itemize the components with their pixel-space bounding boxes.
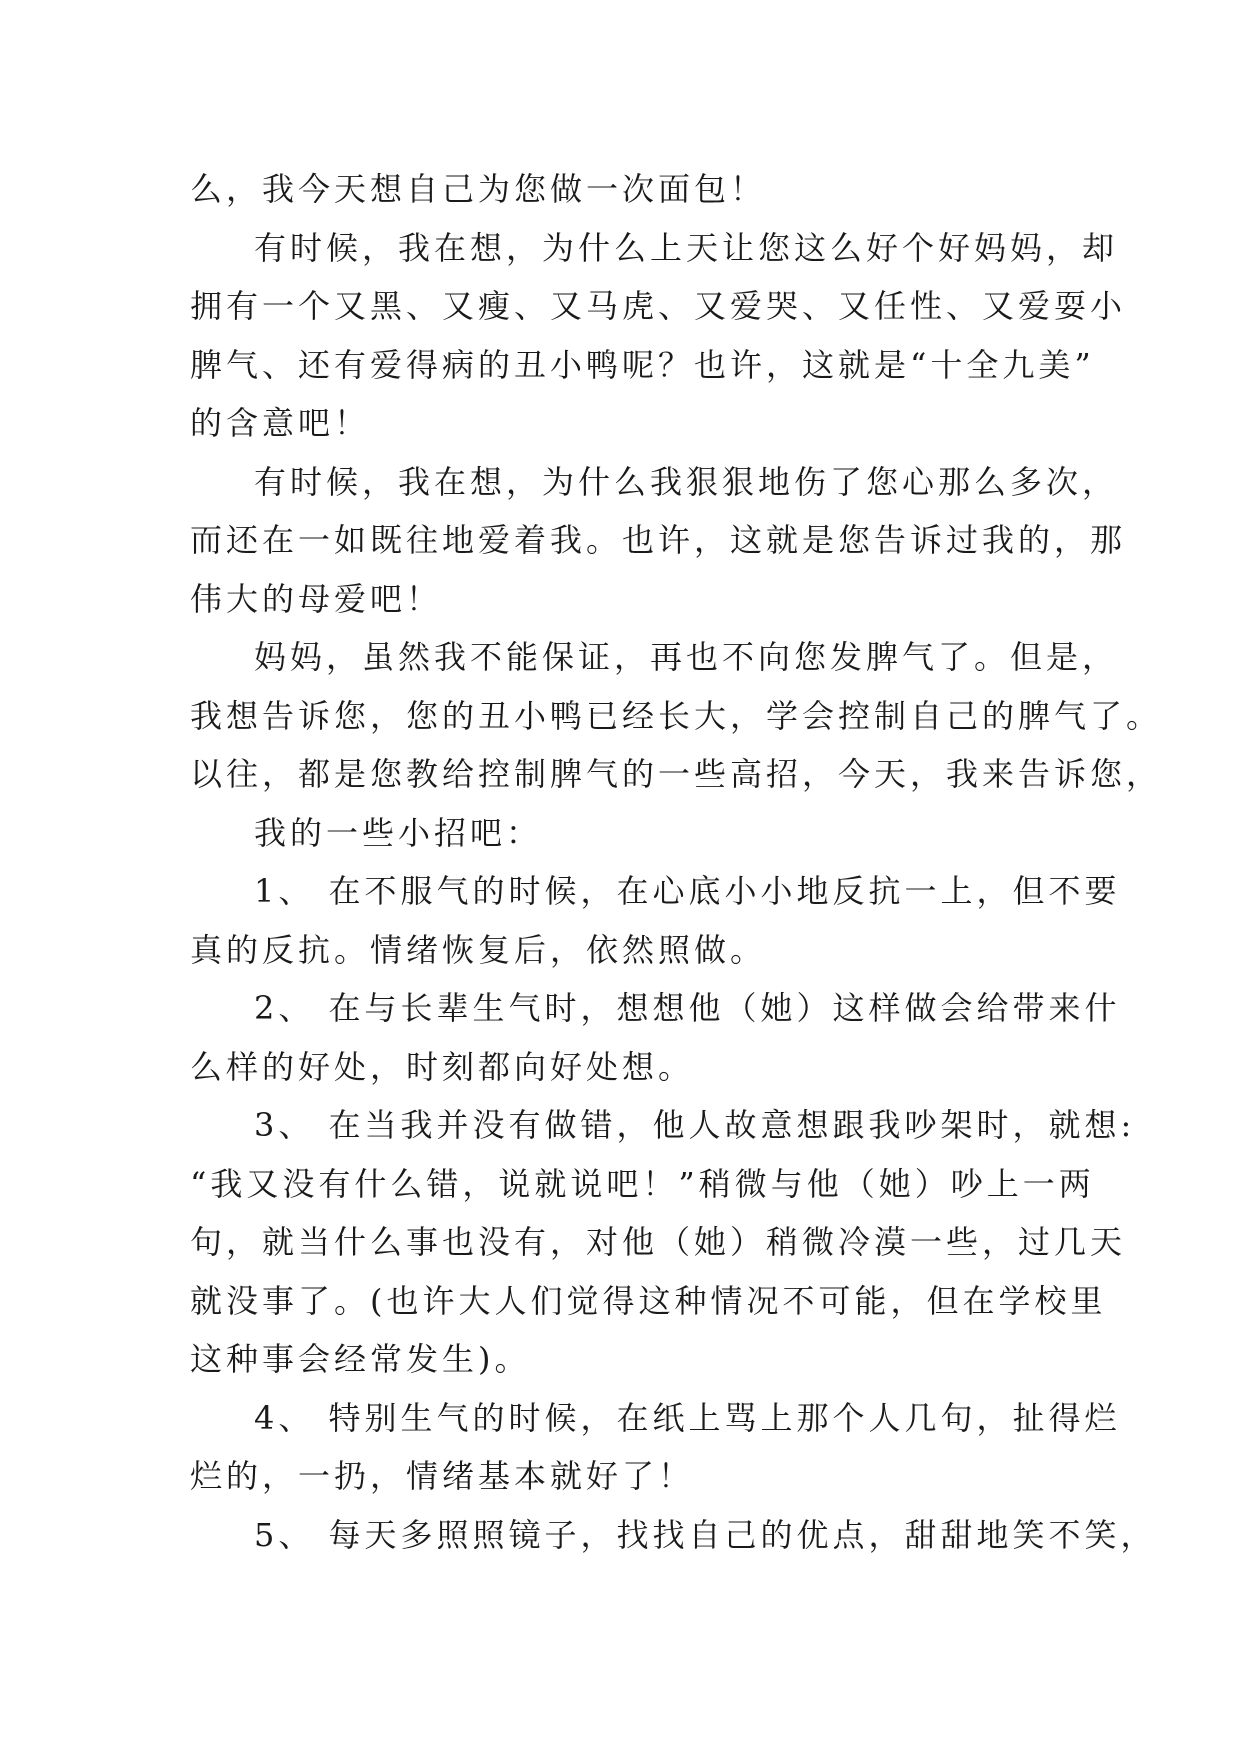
- text-line: 我的一些小招吧：: [254, 813, 543, 852]
- text-line: 烂的，一扔，情绪基本就好了！: [190, 1457, 695, 1495]
- text-line: 拥有一个又黑、又瘦、又马虎、又爱哭、又任性、又爱耍小: [190, 287, 1127, 325]
- text-line: 脾气、还有爱得病的丑小鸭呢？也许，这就是“十全九美”: [190, 345, 1095, 384]
- text-line: 伟大的母爱吧！: [190, 579, 443, 618]
- text-line: 2、 在与长辈生气时，想想他（她）这样做会给带来什: [254, 989, 1121, 1027]
- text-line: 而还在一如既往地爱着我。也许，这就是您告诉过我的，那: [190, 521, 1127, 559]
- text-line: 的含意吧！: [190, 404, 371, 442]
- text-line: 么样的好处，时刻都向好处想。: [190, 1047, 695, 1086]
- text-line: 有时候，我在想，为什么我狠狠地伤了您心那么多次，: [254, 462, 1119, 501]
- text-line: 5、 每天多照照镜子，找找自己的优点，甜甜地笑不笑，: [254, 1515, 1157, 1554]
- body-text: [190, 160, 1163, 1564]
- text-line: 我想告诉您，您的丑小鸭已经长大，学会控制自己的脾气了。: [190, 696, 1163, 735]
- text-line: 真的反抗。情绪恢复后，依然照做。: [190, 930, 767, 969]
- text-line: 3、 在当我并没有做错，他人故意想跟我吵架时，就想:: [254, 1106, 1136, 1144]
- text-line: 以往，都是您教给控制脾气的一些高招，今天，我来告诉您，: [190, 755, 1163, 793]
- text-line: 有时候，我在想，为什么上天让您这么好个好妈妈，却: [254, 228, 1119, 267]
- text-line: 句，就当什么事也没有，对他（她）稍微冷漠一些，过几天: [190, 1223, 1127, 1261]
- text-line: 就没事了。(也许大人们觉得这种情况不可能，但在学校里: [190, 1281, 1107, 1320]
- text-line: 1、 在不服气的时候，在心底小小地反抗一上，但不要: [254, 872, 1121, 910]
- text-line: “我又没有什么错，说就说吧！”稍微与他（她）吵上一两: [190, 1164, 1095, 1203]
- text-line: 4、 特别生气的时候，在纸上骂上那个人几句，扯得烂: [254, 1398, 1121, 1437]
- text-line: 妈妈，虽然我不能保证，再也不向您发脾气了。但是，: [254, 638, 1119, 676]
- text-line: 这种事会经常发生)。: [190, 1340, 531, 1378]
- text-line: 么，我今天想自己为您做一次面包！: [190, 170, 767, 208]
